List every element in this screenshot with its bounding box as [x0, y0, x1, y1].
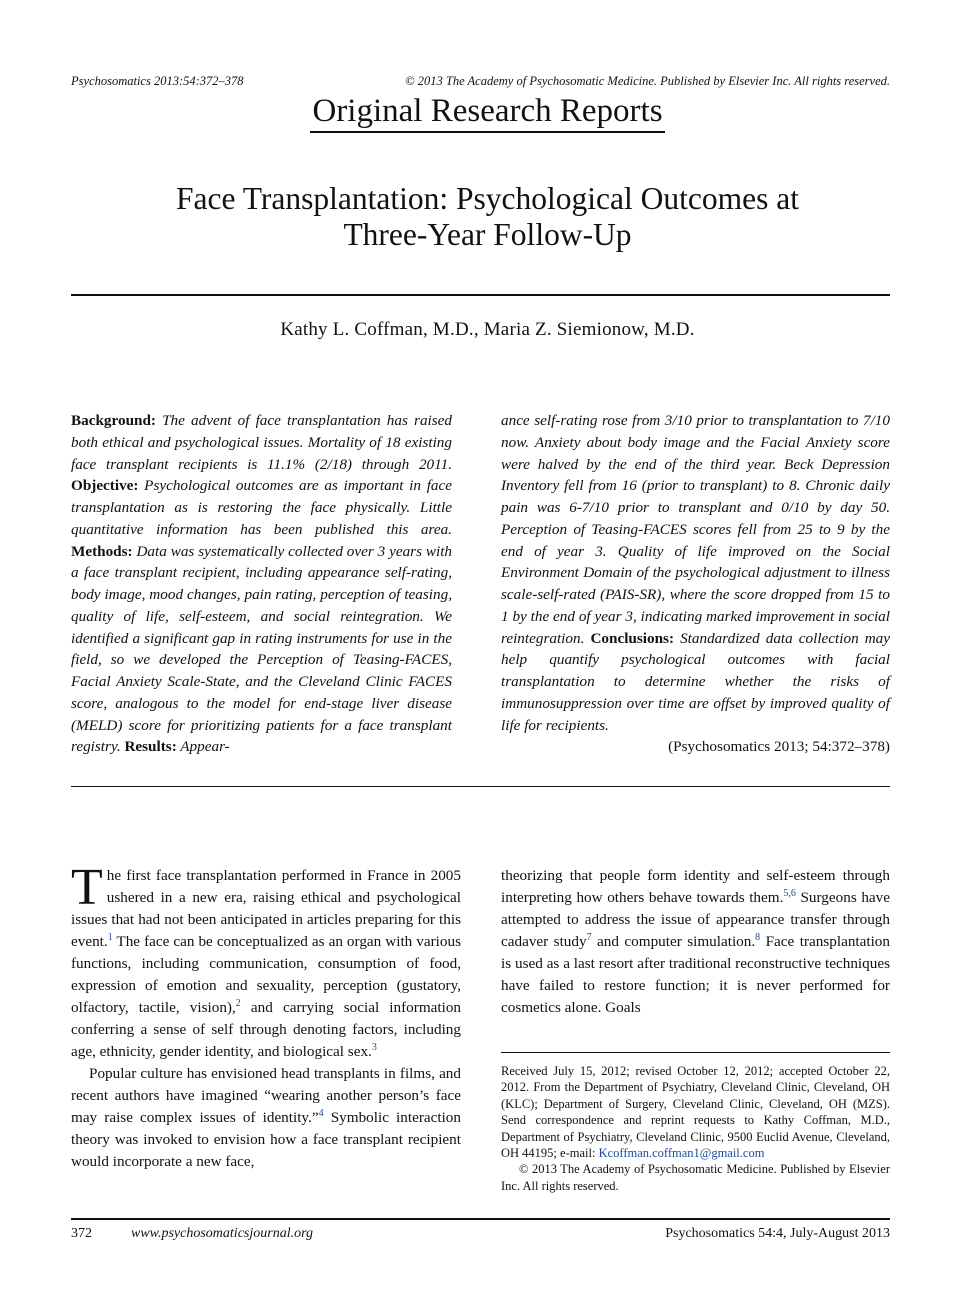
abstract-objective-text: Psychological outcomes are as important in face transplantation as is restoring the face physically. Little quantitative information has been published this area. [71, 477, 452, 538]
body-text: Surgeons have attempted to address the issue of appearance transfer through cadaver study [501, 889, 890, 950]
abstract-citation: (Psychosomatics 2013; 54:372–378) [668, 738, 890, 756]
body-paragraph [71, 1063, 461, 1173]
footnote-copyright: © 2013 The Academy of Psychosomatic Medicine. Published by Elsevier Inc. All rights reserved. [501, 1162, 890, 1193]
abstract-results-label: Results: [124, 738, 177, 756]
body-paragraph [501, 865, 890, 1019]
reference-link-8[interactable]: 8 [755, 931, 761, 943]
running-header-citation: Psychosomatics 2013:54:372–378 [71, 74, 244, 88]
body-paragraph [71, 859, 462, 1063]
body-text: theorizing that people form identity and self-esteem through interpreting how others behave towards them. [501, 867, 890, 906]
email-link[interactable]: Kcoffman.coffman1@gmail.com [598, 1146, 765, 1161]
abstract-conclusions-label: Conclusions: [590, 629, 675, 647]
abstract-results-text-start: Appear- [180, 738, 230, 756]
title-line-2: Three-Year Follow-Up [343, 217, 632, 252]
footnote-divider [501, 1052, 890, 1053]
running-header-copyright: © 2013 The Academy of Psychosomatic Medicine. Published by Elsevier Inc. All rights reserved. [405, 74, 890, 88]
abstract-conclusions-text: Standardized data collection may help quantify psychological outcomes with facial transplantation to determine whether the risks of immunosuppression over time are offset by improved quality of life for recipients. [501, 629, 891, 734]
body-text: and carrying social information conferring a sense of self through denoting factors, including age, ethnicity, gender identity, and biological sex. [71, 999, 462, 1060]
reference-link-3[interactable]: 3 [371, 1041, 377, 1053]
body-text: he first face transplantation performed in France in 2005 ushered in a new era, raising ethical and psychological issues that had not been anticipated in articles preparing for this event. [71, 867, 461, 950]
body-text: Popular culture has envisioned head transplants in films, and recent authors have imagined “wearing another person’s face may raise complex issues of identity.” [71, 1065, 461, 1126]
page-number: 372 [71, 1226, 92, 1241]
body-left-column [71, 859, 462, 1173]
abstract-background-text: The advent of face transplantation has raised both ethical and psychological issues. Mortality of 18 existing face transplant recipients is 11.1% (2/18) through 2011. [71, 412, 453, 473]
abstract-methods-label: Methods: [71, 542, 133, 560]
reference-link-4[interactable]: 4 [318, 1107, 324, 1119]
title-divider [71, 294, 890, 296]
footer-divider [71, 1218, 890, 1220]
abstract-divider [71, 786, 890, 787]
journal-website-link[interactable]: www.psychosomaticsjournal.org [131, 1226, 314, 1241]
title-line-1: Face Transplantation: Psychological Outcomes at [176, 181, 799, 216]
body-text: Face transplantation is used as a last resort after traditional reconstructive techniques have failed to restore function; it is never performed for cosmetics alone. Goals [501, 933, 890, 1016]
body-right-column [501, 865, 890, 1019]
abstract-results-text: ance self-rating rose from 3/10 prior to transplantation to 7/10 now. Anxiety about body image and the Facial Anxiety score were halved by the end of the third year. Beck Depression Inventory fell from 16 (prior to transplant) to 8. Chronic daily pain was 6-7/10 prior to transplant and 0/10 by day 50. Perception of Teasing-FACES scores fell from 25 to 9 by the end of year 3. Quality of life improved on the Social Environment Domain of the psychological adjustment to illness scale-self-rated (PAIS-SR), where the score dropped from 15 to 1 by the end of year 3, indicating marked improvement in social reintegration. [501, 412, 890, 647]
reference-link-2[interactable]: 2 [235, 997, 241, 1009]
section-heading-text: Original Research Reports [310, 92, 664, 133]
body-text: and computer simulation. [591, 933, 756, 950]
reference-link-7[interactable]: 7 [586, 931, 592, 943]
author-list: Kathy L. Coffman, M.D., Maria Z. Siemionow, M.D. [280, 319, 695, 340]
body-text: The face can be conceptualized as an organ with various functions, including communication, consumption of food, expression of emotion and sexuality, perception (gustatory, olfactory, tactile, vision), [71, 933, 461, 1016]
abstract-background-label: Background: [71, 412, 156, 429]
footnote-text: Received July 15, 2012; revised October 12, 2012; accepted October 22, 2012. From the Department of Psychiatry, Cleveland Clinic, Cleveland, OH (KLC); Department of Surgery, Cleveland Clinic, Cleveland, OH (MZS). Send correspondence and reprint requests to Kathy Coffman, M.D., Department of Psychiatry, Cleveland Clinic, 9500 Euclid Avenue, Cleveland, OH 44195; e-mail: [501, 1064, 890, 1161]
journal-issue: Psychosomatics 54:4, July-August 2013 [665, 1226, 890, 1241]
abstract-left-column [71, 410, 452, 758]
body-text: Symbolic interaction theory was invoked to envision how a face transplant recipient would incorporate a new face, [71, 1109, 461, 1170]
reference-link-5-6[interactable]: 5,6 [783, 887, 796, 899]
drop-cap: T [71, 859, 103, 916]
article-title [100, 181, 875, 253]
reference-link-1[interactable]: 1 [107, 931, 113, 943]
abstract-objective-label: Objective: [71, 477, 139, 495]
section-heading [0, 92, 975, 133]
footnote-received [501, 1063, 890, 1161]
abstract-right-column [501, 410, 890, 758]
abstract-methods-text: Data was systematically collected over 3 years with a face transplant recipient, including appearance self-rating, body image, mood changes, pain rating, perception of teasing, quality of life, self-esteem, and social reintegration. We identified a significant gap in rating instruments for use in the field, so we developed the Perception of Teasing-FACES, Facial Anxiety Scale-State, and the Cleveland Clinic FACES score, analogous to the model for end-stage liver disease (MELD) score for prioritizing patients for a face transplant registry. [71, 542, 453, 756]
article-footnote [501, 1063, 890, 1194]
